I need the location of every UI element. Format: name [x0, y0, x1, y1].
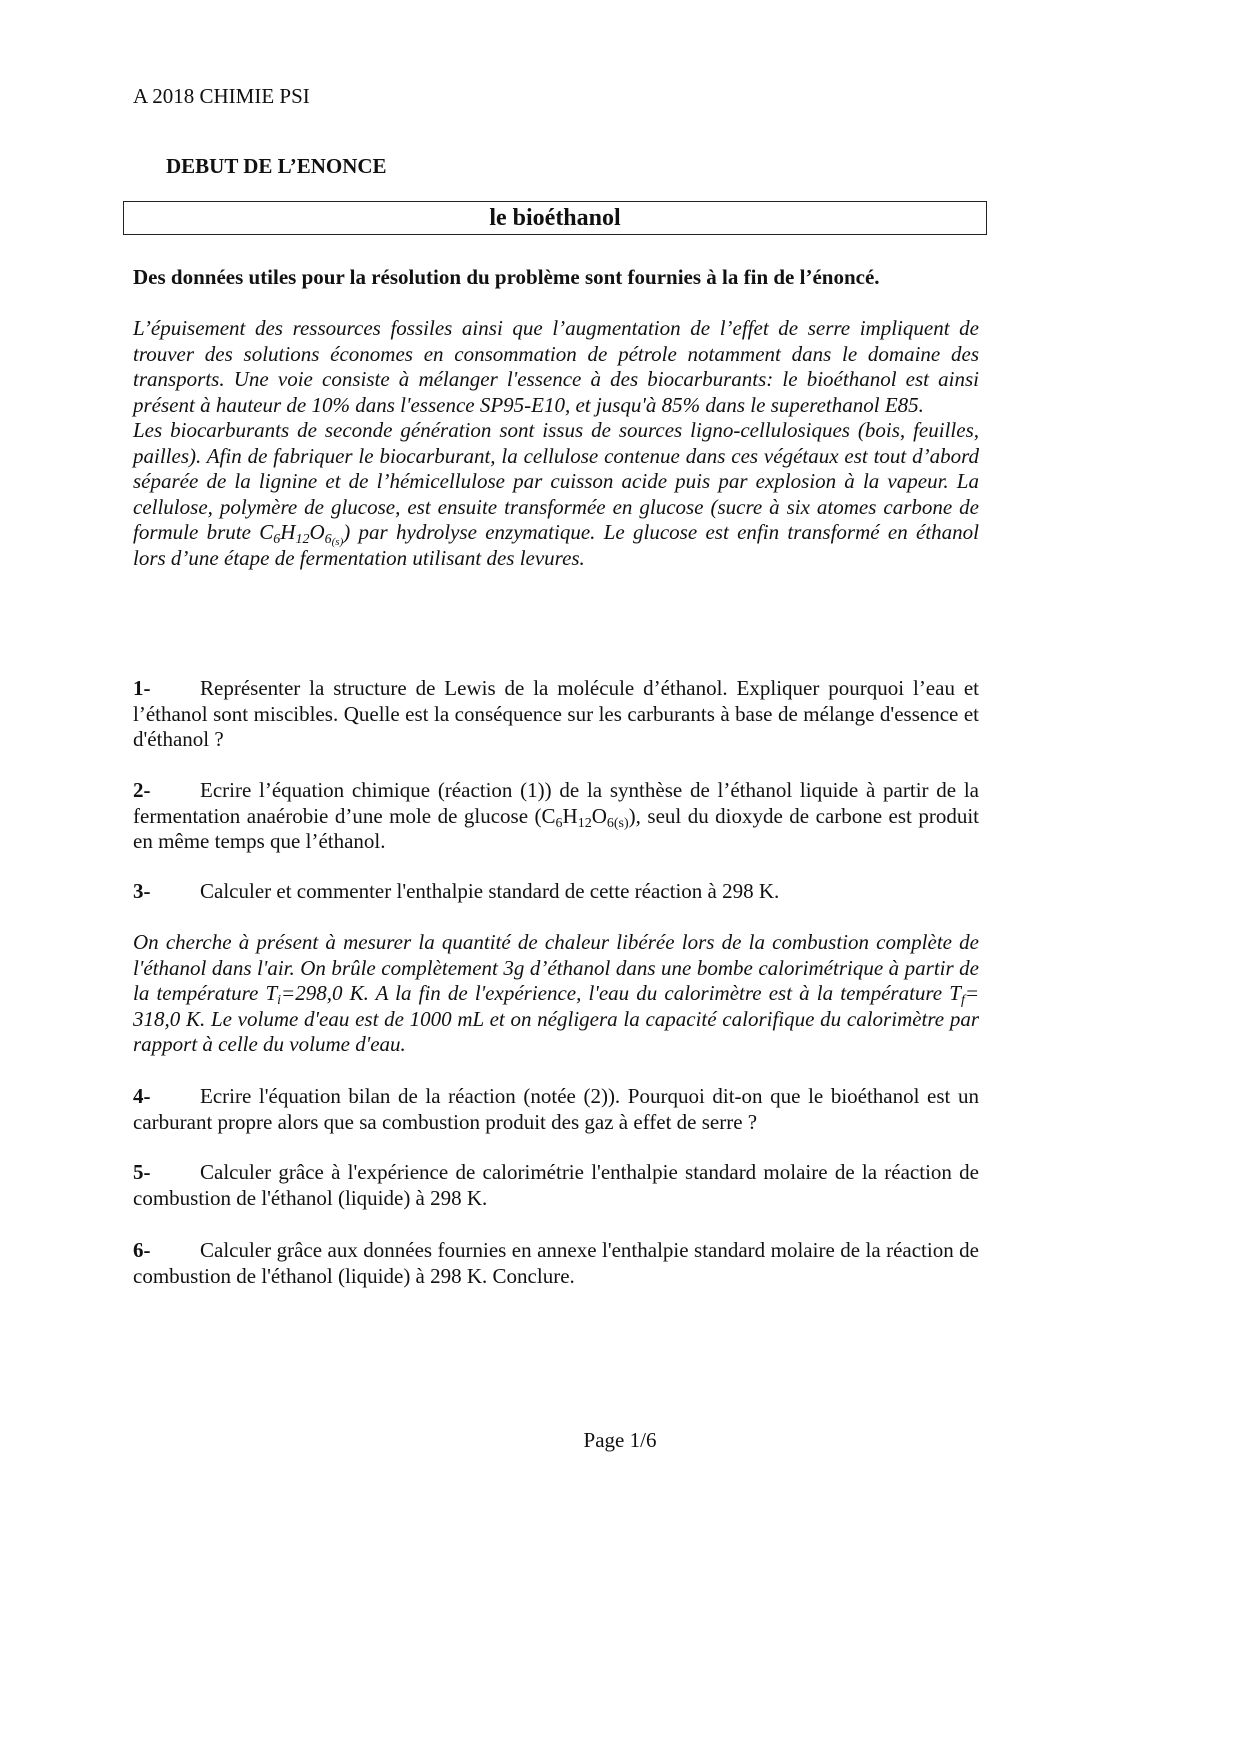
start-label: DEBUT DE L’ENONCE — [166, 154, 387, 178]
question-text: Calculer grâce à l'expérience de calorimétrie l'enthalpie standard molaire de la réaction de combustion de l'éthanol (liquide) à 298 K. — [133, 1160, 979, 1210]
question-text: Représenter la structure de Lewis de la molécule d’éthanol. Expliquer pourquoi l’eau et l’éthanol sont miscibles. Quelle est la conséquence sur les carburants à base de mélange d'essence et d'éthanol ? — [133, 676, 979, 751]
question-text: Calculer grâce aux données fournies en annexe l'enthalpie standard molaire de la réaction de combustion de l'éthanol (liquide) à 298 K. Conclure. — [133, 1238, 979, 1288]
calorimetry-paragraph: On cherche à présent à mesurer la quantité de chaleur libérée lors de la combustion complète de l'éthanol dans l'air. On brûle complètement 3g d’éthanol dans une bombe calorimétrique à partir de la température $T_i=298,0$ K. A la fin de l'expérience, l'eau du calorimètre est à la température $T_f= 318,0$ K. Le volume d'eau est de 1000 mL et on négligera la capacité calorifique du calorimètre par rapport à celle du volume d'eau. — [133, 930, 979, 1056]
title-box — [123, 201, 987, 235]
glucose-formula: $C_6H_{12}O_{6_{(s)}}$ — [259, 520, 344, 548]
question-text: Calculer et commenter l'enthalpie standard de cette réaction à 298 K. — [200, 879, 780, 903]
question-number: 2- — [133, 778, 151, 802]
exam-header: A 2018 CHIMIE PSI — [133, 84, 310, 108]
question-1 — [133, 676, 979, 753]
question-text: Ecrire l’équation chimique (réaction (1)) de la synthèse de l’éthanol liquide à partir de la fermentation anaérobie d’une mole de glucose ( — [133, 778, 979, 828]
data-note: Des données utiles pour la résolution du problème sont fournies à la fin de l’énoncé. — [133, 265, 880, 289]
question-number: 3- — [133, 879, 151, 903]
question-3 — [133, 879, 979, 905]
page-number: Page 1/6 — [583, 1428, 657, 1452]
question-2: 2- Ecrire l’équation chimique (réaction (1)) de la synthèse de l’éthanol liquide à partir de la fermentation anaérobie d’une mole de glucose $(C_6H_{12}O_{6(s)})$, seul du dioxyde de carbone est produit en même temps que l’éthanol. — [133, 778, 979, 853]
glucose-formula: $C_6H_{12}O_{6(s)}$ — [541, 803, 629, 831]
question-text: Ecrire l'équation bilan de la réaction (notée (2)). Pourquoi dit-on que le bioéthanol est un carburant propre alors que sa combustion produit des gaz à effet de serre ? — [133, 1084, 979, 1134]
intro-section — [133, 316, 979, 571]
question-number: 5- — [133, 1160, 151, 1184]
question-number: 6- — [133, 1238, 151, 1262]
intro-paragraph-2: Les biocarburants de seconde génération sont issus de sources ligno-cellulosiques (bois, feuilles, pailles). Afin de fabriquer le biocarburant, la cellulose contenue dans ces végétaux est tout d’abord séparée de la lignine et de l’hémicellulose par cuisson acide puis par explosion à la vapeur. La cellulose, polymère de glucose, est ensuite transformée en glucose (sucre à six atomes carbone de formule brute $C_6H_{12}O_{6_{(s)}}$) par hydrolyse enzymatique. Le glucose est enfin transformé en éthanol lors d’une étape de fermentation utilisant des levures. — [133, 418, 980, 570]
question-4 — [133, 1084, 979, 1135]
question-5 — [133, 1160, 979, 1211]
question-number: 4- — [133, 1084, 151, 1108]
intro-paragraph-1: L’épuisement des ressources fossiles ainsi que l’augmentation de l’effet de serre impliquent de trouver des solutions économes en consommation de pétrole notamment dans le domaine des transports. Une voie consiste à mélanger l'essence à des biocarburants: le bioéthanol est ainsi présent à hauteur de 10% dans l'essence SP95-E10, et jusqu'à 85% dans le superethanol E85. — [133, 316, 979, 417]
question-number: 1- — [133, 676, 151, 700]
document-title: le bioéthanol — [489, 205, 621, 231]
question-6 — [133, 1238, 979, 1289]
